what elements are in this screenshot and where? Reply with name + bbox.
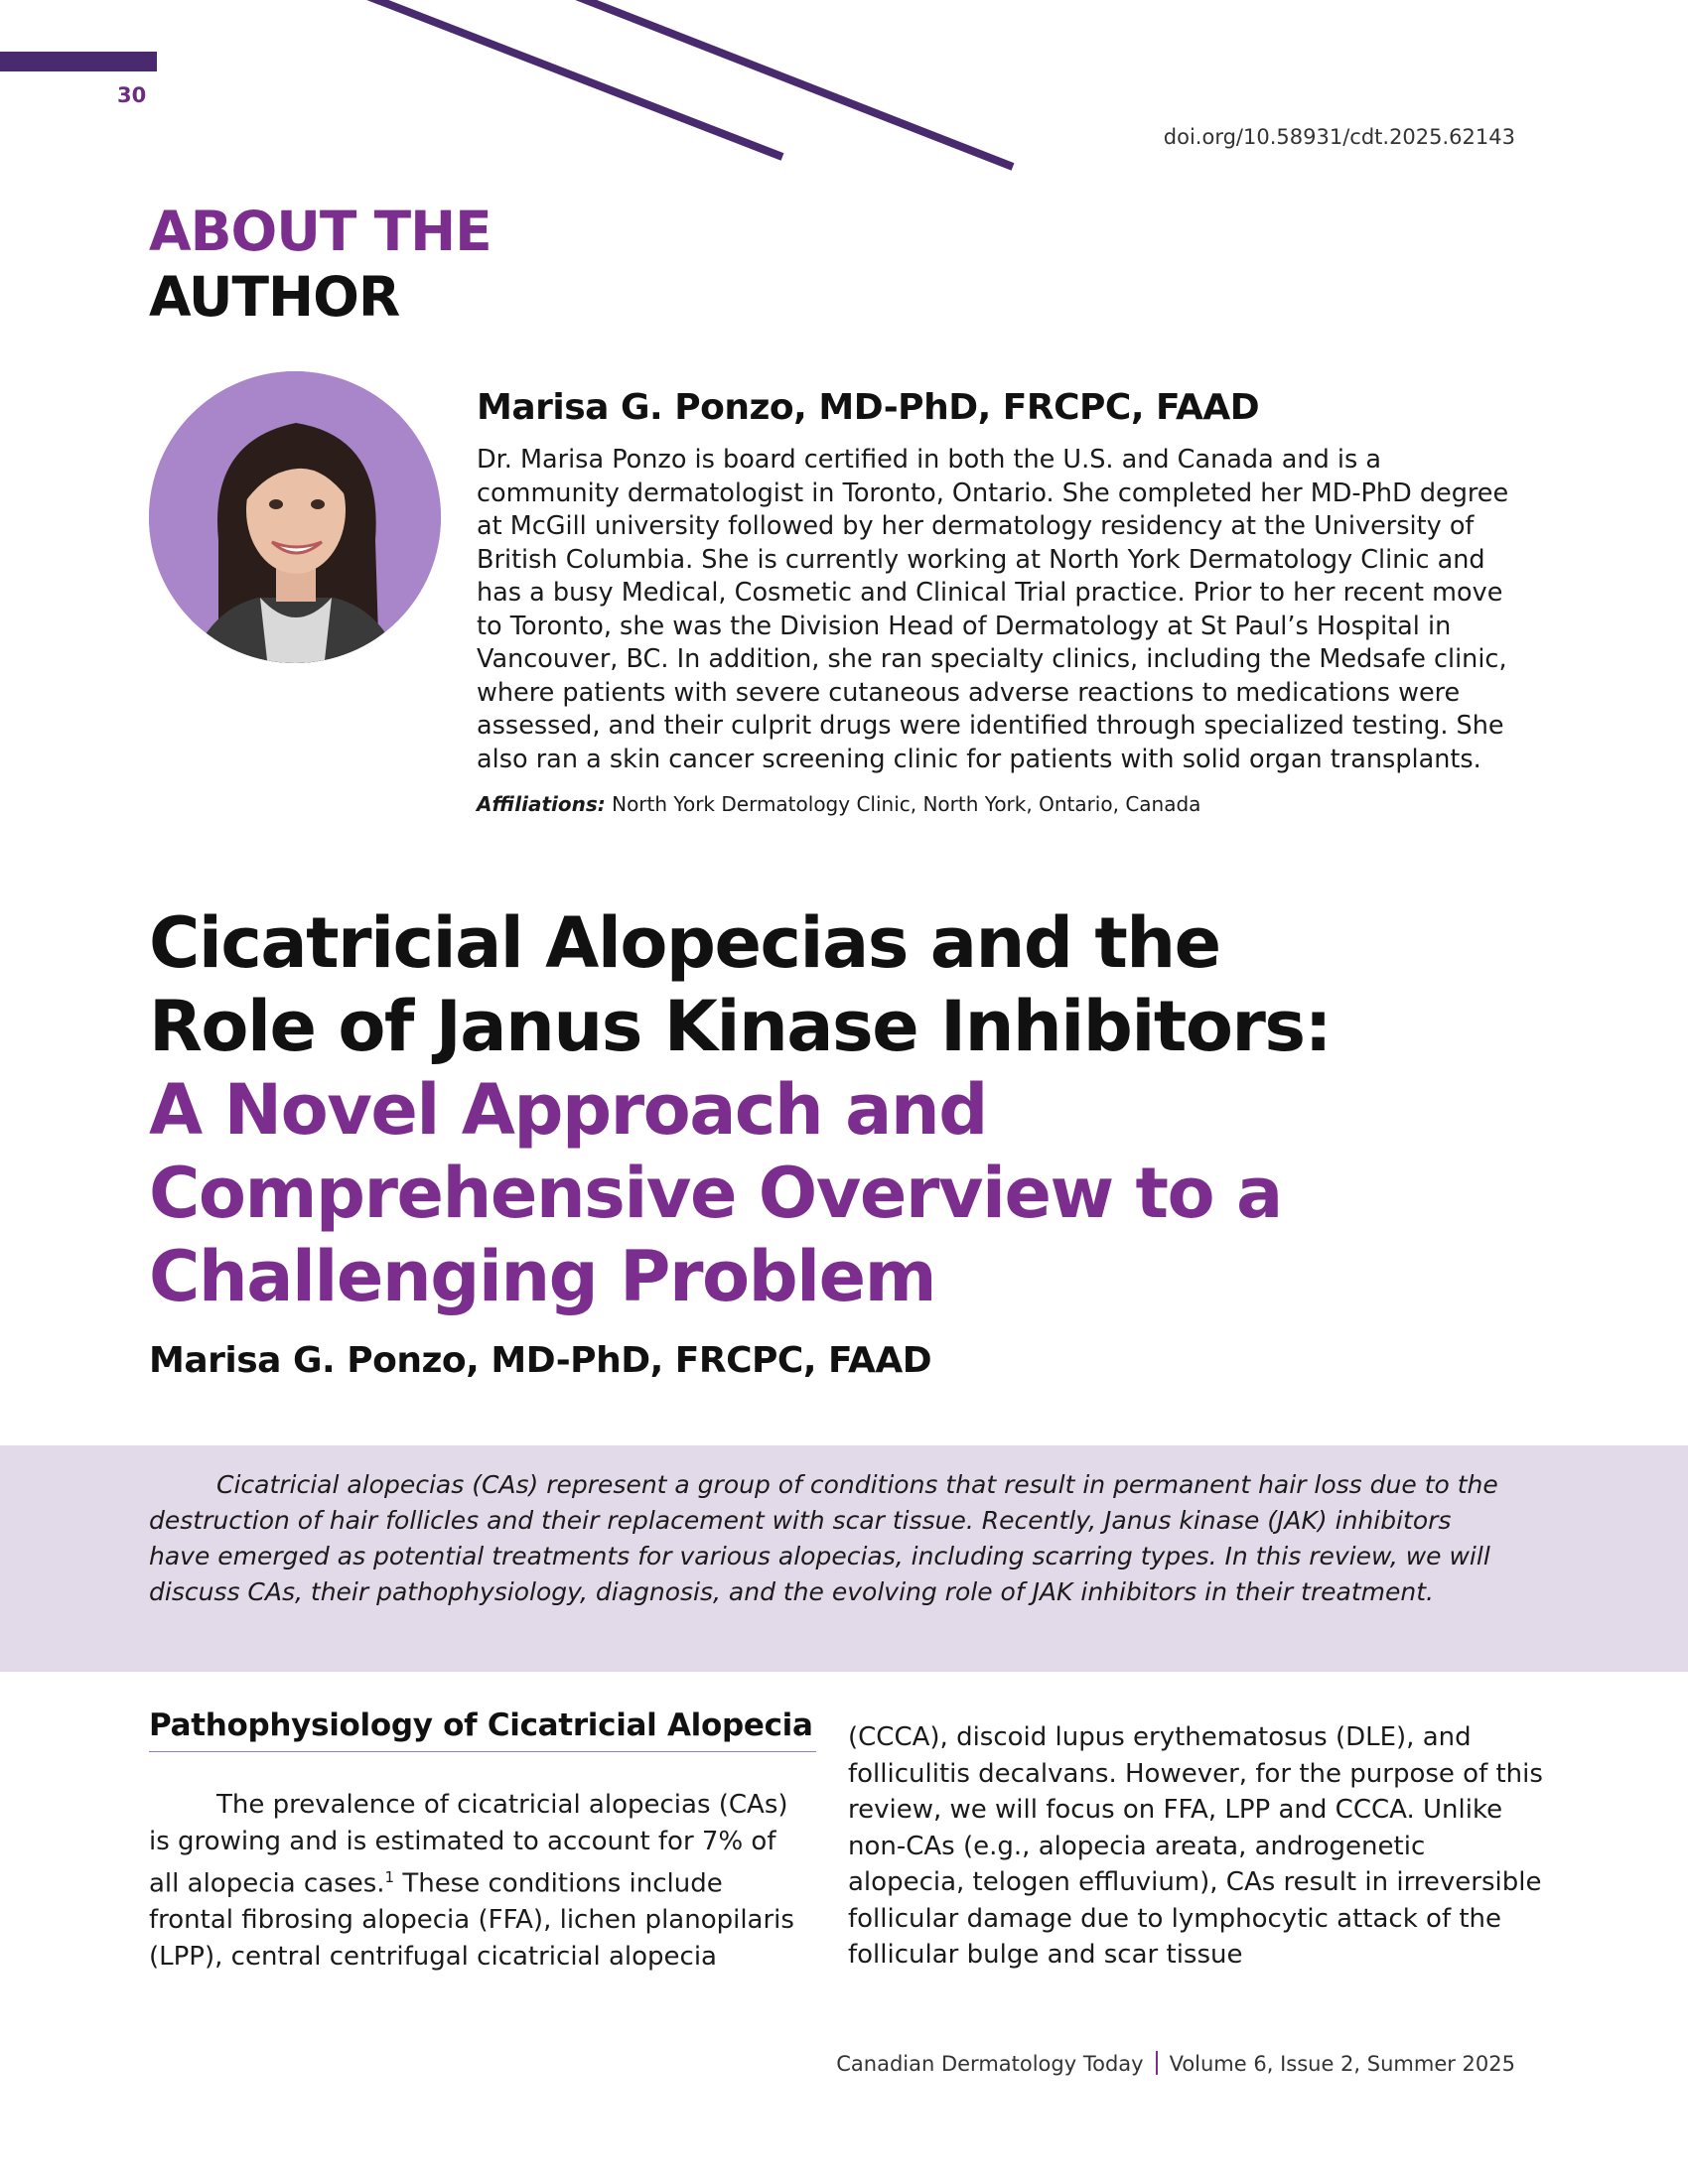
title-line-2: Role of Janus Kinase Inhibitors: — [149, 986, 1332, 1067]
author-bio-block — [477, 387, 1529, 816]
footer-issue: Volume 6, Issue 2, Summer 2025 — [1169, 2052, 1515, 2076]
abstract-text: Cicatricial alopecias (CAs) represent a group of conditions that result in permanent hair loss due to the destruction of hair follicles and their replacement with scar tissue. Recently, Janus kinase (JAK) inhibitors have emerged as potential treatments for various alopecias, including scarring types. In this review, we will discuss CAs, their pathophysiology, diagnosis, and the evolving role of JAK inhibitors in their treatment. — [149, 1470, 1498, 1606]
about-heading-line2: AUTHOR — [149, 265, 400, 329]
body-column-right: (CCCA), discoid lupus erythematosus (DLE), and folliculitis decalvans. However, for the purpose of this review, we will focus on FFA, LPP and CCCA. Unlike non-CAs (e.g., alopecia areata, androgenetic alopecia, telogen effluvium), CAs result in irreversible follicular damage due to lymphocytic attack of the follicular bulge and scar tissue — [848, 1722, 1543, 1970]
diagonal-line-2 — [576, 0, 1013, 167]
body-left-part1: The prevalence of cicatricial alopecias (CAs) is growing and is estimated to account for 7% of all alopecia cases. — [149, 1790, 788, 1899]
section-heading: Pathophysiology of Cicatricial Alopecia — [149, 1707, 816, 1752]
author-photo — [149, 371, 441, 663]
page-number: 30 — [117, 83, 147, 107]
body-left-part2: These conditions include frontal fibrosing alopecia (FFA), lichen planopilaris (LPP), central centrifugal cicatricial alopecia — [149, 1868, 794, 1972]
diagonal-line-1 — [367, 0, 782, 157]
doi-link[interactable]: doi.org/10.58931/cdt.2025.62143 — [1163, 125, 1515, 149]
subtitle-line-1: A Novel Approach and — [149, 1069, 987, 1151]
footer-journal: Canadian Dermatology Today — [836, 2052, 1144, 2076]
affiliations — [477, 792, 1529, 816]
about-author-heading — [149, 199, 492, 330]
title-line-1: Cicatricial Alopecias and the — [149, 902, 1220, 984]
affiliations-label: Affiliations: — [477, 792, 606, 816]
bio-author-name: Marisa G. Ponzo, MD-PhD, FRCPC, FAAD — [477, 387, 1260, 428]
reference-marker[interactable]: 1 — [384, 1868, 395, 1886]
decorative-diagonal-lines — [0, 0, 1092, 179]
body-column-left — [149, 1787, 794, 1975]
subtitle-line-2: Comprehensive Overview to a — [149, 1153, 1282, 1234]
affiliations-text: North York Dermatology Clinic, North York, Ontario, Canada — [612, 792, 1201, 816]
article-title — [149, 901, 1579, 1318]
footer-separator — [1156, 2051, 1158, 2075]
about-heading-line1: ABOUT THE — [149, 200, 492, 263]
bio-text: Dr. Marisa Ponzo is board certified in both the U.S. and Canada and is a community dermatologist in Toronto, Ontario. She completed her MD-PhD degree at McGill university followed by her dermatology residency at the University of British Columbia. She is currently working at North York Dermatology Clinic and has a busy Medical, Cosmetic and Clinical Trial practice. Prior to her recent move to Toronto, she was the Division Head of Dermatology at St Paul’s Hospital in Vancouver, BC. In addition, she ran specialty clinics, including the Medsafe clinic, where patients with severe cutaneous adverse reactions to medications were assessed, and their culprit drugs were identified through specialized testing. She also ran a skin cancer screening clinic for patients with solid organ transplants. — [477, 445, 1509, 774]
page-footer — [836, 2051, 1515, 2076]
article-byline: Marisa G. Ponzo, MD-PhD, FRCPC, FAAD — [149, 1340, 932, 1381]
author-portrait-illustration — [149, 371, 441, 663]
subtitle-line-3: Challenging Problem — [149, 1236, 936, 1317]
